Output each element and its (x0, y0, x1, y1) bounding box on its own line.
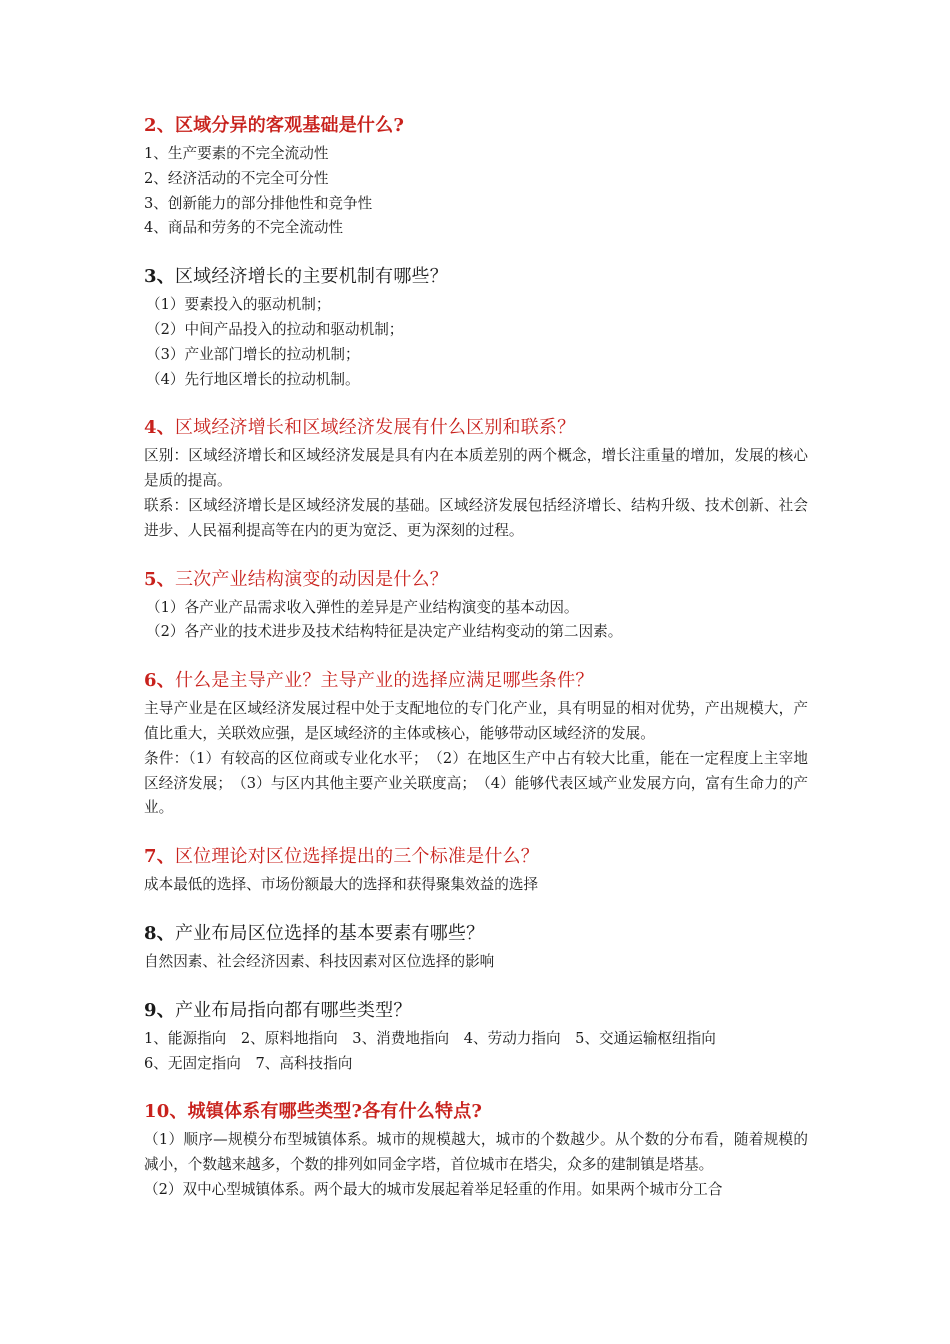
paragraph-difference: 区别：区域经济增长和区域经济发展是具有内在本质差别的两个概念，增长注重量的增加，发展的核心是质的提高。 (144, 447, 808, 490)
paragraph-rank-size: （1）顺序—规模分布型城镇体系。城市的规模越大，城市的个数越少。从个数的分布看，随着规模的减小，个数越来越多，个数的排列如同金字塔，首位城市在塔尖，众多的建制镇是塔基。 (144, 1131, 808, 1174)
section-title: 区位理论对区位选择提出的三个标准是什么？ (174, 846, 539, 868)
list-item: （1）要素投入的驱动机制； (146, 296, 331, 314)
section-number: 10、 (144, 1101, 188, 1123)
section-6 (144, 668, 808, 821)
paragraph-relation: 联系：区域经济增长是区域经济发展的基础。区域经济发展包括经济增长、结构升级、技术创新、社会进步、人民福利提高等在内的更为宽泛、更为深刻的过程。 (144, 496, 808, 539)
section-3 (144, 264, 808, 392)
section-heading (144, 998, 808, 1024)
list-item: 3、创新能力的部分排他性和竞争性 (144, 194, 373, 212)
list-item: （4）先行地区增长的拉动机制。 (146, 370, 360, 388)
section-5 (144, 567, 808, 646)
paragraph-conditions: 条件：（1）有较高的区位商或专业化水平； （2）在地区生产中占有较大比重，能在一定程度上主宰地区经济发展； （3）与区内其他主要产业关联度高； （4）能够代表区域产业发展方向，富有生命力的产业。 (144, 749, 808, 817)
section-10 (144, 1099, 808, 1202)
section-title: 区域分异的客观基础是什么? (174, 115, 405, 136)
section-number: 6、 (144, 670, 175, 692)
section-title: 区域经济增长的主要机制有哪些？ (174, 266, 448, 288)
section-title: 区域经济增长和区域经济发展有什么区别和联系？ (174, 417, 576, 439)
list-item: 成本最低的选择、市场份额最大的选择和获得聚集效益的选择 (144, 876, 539, 894)
section-heading (144, 567, 808, 593)
section-heading (144, 668, 808, 694)
section-number: 7、 (144, 846, 175, 868)
section-title: 什么是主导产业？主导产业的选择应满足哪些条件？ (174, 670, 594, 692)
paragraph-dual-center: （2）双中心型城镇体系。两个最大的城市发展起着举足轻重的作用。如果两个城市分工合 (144, 1180, 723, 1198)
section-title: 三次产业结构演变的动因是什么？ (174, 568, 448, 590)
list-item: （2）中间产品投入的拉动和驱动机制； (146, 320, 404, 338)
section-heading (144, 1099, 808, 1125)
section-number: 9、 (144, 999, 175, 1021)
section-heading (144, 415, 808, 441)
section-2 (144, 113, 808, 241)
list-item: （3）产业部门增长的拉动机制； (146, 345, 360, 363)
section-7 (144, 844, 808, 898)
list-item: （1）各产业产品需求收入弹性的差异是产业结构演变的基本动因。 (146, 598, 579, 616)
list-item: 4、商品和劳务的不完全流动性 (144, 219, 344, 237)
section-number: 3、 (144, 266, 175, 288)
section-title: 产业布局区位选择的基本要素有哪些？ (174, 922, 485, 944)
list-item: （2）各产业的技术进步及技术结构特征是决定产业结构变动的第二因素。 (146, 623, 623, 641)
section-4 (144, 415, 808, 543)
section-9 (144, 998, 808, 1077)
section-8 (144, 921, 808, 975)
list-item: 1、生产要素的不完全流动性 (144, 145, 329, 162)
document-page (144, 113, 808, 1226)
list-item: 6、无固定指向 7、高科技指向 (144, 1054, 353, 1072)
section-heading (144, 113, 808, 139)
section-number: 5、 (144, 568, 175, 590)
section-title: 产业布局指向都有哪些类型？ (174, 999, 412, 1021)
section-heading (144, 844, 808, 870)
paragraph-definition: 主导产业是在区域经济发展过程中处于支配地位的专门化产业，具有明显的相对优势，产出规模大，产值比重大，关联效应强，是区域经济的主体或核心，能够带动区域经济的发展。 (144, 700, 808, 742)
list-item: 2、经济活动的不完全可分性 (144, 169, 329, 187)
section-number: 2、 (144, 115, 175, 136)
section-title: 城镇体系有哪些类型?各有什么特点? (187, 1101, 483, 1123)
section-number: 4、 (144, 417, 175, 439)
list-item: 1、能源指向 2、原料地指向 3、消费地指向 4、劳动力指向 5、交通运输枢纽指向 (144, 1029, 716, 1047)
list-item: 自然因素、社会经济因素、科技因素对区位选择的影响 (144, 952, 495, 970)
section-heading (144, 264, 808, 290)
section-number: 8、 (144, 922, 175, 944)
section-heading (144, 921, 808, 947)
